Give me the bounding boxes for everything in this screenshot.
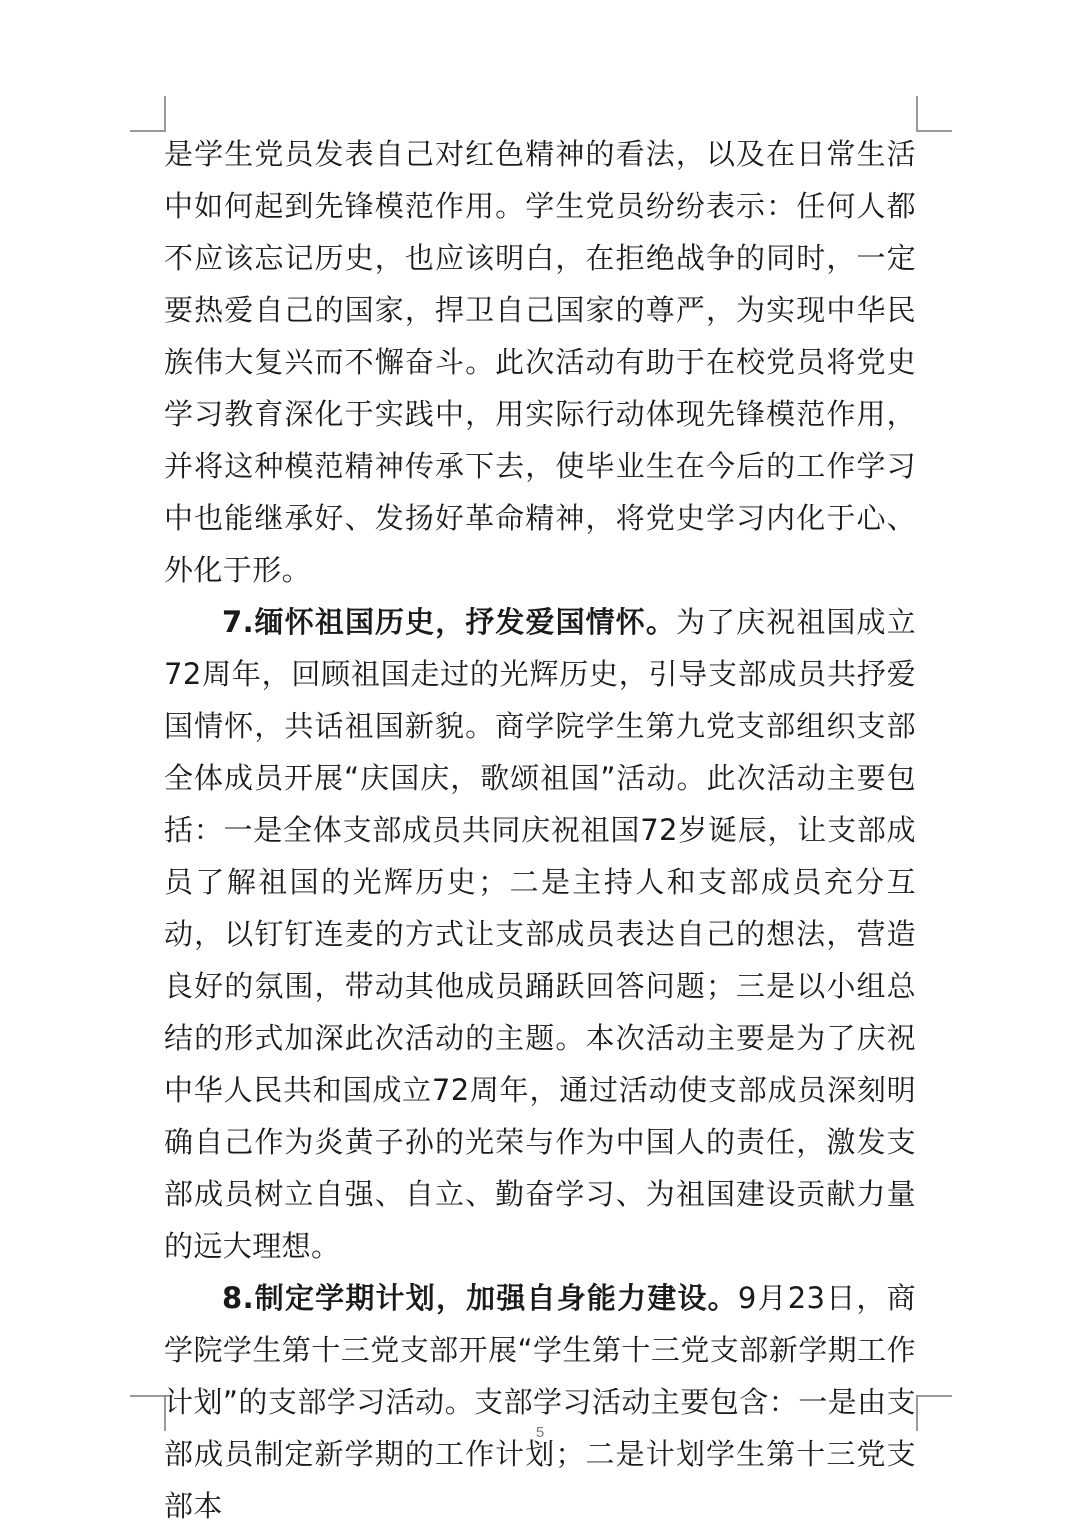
section-heading-8: 8.制定学期计划，加强自身能力建设。 [222,1281,738,1315]
paragraph-text: 是学生党员发表自己对红色精神的看法，以及在日常生活中如何起到先锋模范作用。学生党员纷纷表示：任何人都不应该忘记历史，也应该明白，在拒绝战争的同时，一定要热爱自己的国家，捍卫自己国家的尊严，为实现中华民族伟大复兴而不懈奋斗。此次活动有助于在校党员将党史学习教育深化于实践中，用实际行动体现先锋模范作用，并将这种模范精神传承下去，使毕业生在今后的工作学习中也能继承好、发扬好革命精神，将党史学习内化于心、外化于形。 [164,137,916,587]
paragraph-text: 为了庆祝祖国成立72周年，回顾祖国走过的光辉历史，引导支部成员共抒爱国情怀，共话祖国新貌。商学院学生第九党支部组织支部全体成员开展“庆国庆，歌颂祖国”活动。此次活动主要包括：一是全体支部成员共同庆祝祖国72岁诞辰，让支部成员了解祖国的光辉历史；二是主持人和支部成员充分互动，以钉钉连麦的方式让支部成员表达自己的想法，营造良好的氛围，带动其他成员踊跃回答问题；三是以小组总结的形式加深此次活动的主题。本次活动主要是为了庆祝中华人民共和国成立72周年，通过活动使支部成员深刻明确自己作为炎黄子孙的光荣与作为中国人的责任，激发支部成员树立自强、自立、勤奋学习、为祖国建设贡献力量的远大理想。 [164,605,916,1263]
paragraph-section-7 [164,596,916,1272]
paragraph-continuation [164,128,916,596]
top-right-corner-mark [916,96,952,132]
section-heading-7: 7.缅怀祖国历史，抒发爱国情怀。 [222,605,676,639]
paragraph-section-8 [164,1272,916,1532]
page-number: 5 [535,1424,545,1441]
top-left-corner-mark [130,96,166,132]
paragraph-text: 9月23日，商学院学生第十三党支部开展“学生第十三党支部新学期工作计划”的支部学习活动。支部学习活动主要包含：一是由支部成员制定新学期的工作计划；二是计划学生第十三党支部本 [164,1281,916,1523]
document-body [164,128,916,1532]
